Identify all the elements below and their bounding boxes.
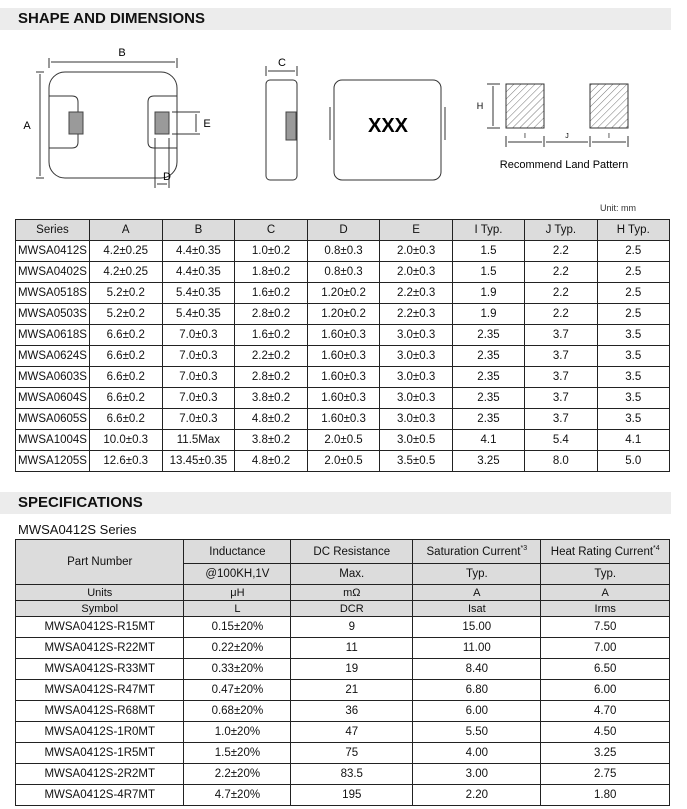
dimensions-row xyxy=(16,409,670,430)
table-cell: 1.60±0.3 xyxy=(307,325,380,346)
table-cell: 3.5 xyxy=(597,409,669,430)
table-cell: 83.5 xyxy=(291,764,413,785)
specs-row xyxy=(16,764,670,785)
col-d: D xyxy=(307,220,380,241)
label-a: A xyxy=(23,120,31,132)
table-cell: MWSA0603S xyxy=(16,367,90,388)
table-cell: 3.8±0.2 xyxy=(235,388,307,409)
table-cell: MWSA0618S xyxy=(16,325,90,346)
label-i-left: I xyxy=(524,133,526,140)
table-cell: 2.35 xyxy=(452,325,524,346)
table-cell: 6.6±0.2 xyxy=(89,367,162,388)
table-cell: 5.4±0.35 xyxy=(162,283,235,304)
table-cell: 9 xyxy=(291,617,413,638)
table-cell: 3.5±0.5 xyxy=(380,451,452,472)
table-cell: 1.6±0.2 xyxy=(235,283,307,304)
cond-inductance: @100KH,1V xyxy=(184,564,291,585)
col-inductance: Inductance xyxy=(184,540,291,564)
table-cell: 2.2±0.3 xyxy=(380,304,452,325)
cond-dcr: Max. xyxy=(291,564,413,585)
label-j: J xyxy=(565,133,569,140)
table-cell: MWSA0412S-R15MT xyxy=(16,617,184,638)
table-cell: 3.25 xyxy=(541,743,670,764)
table-cell: 8.40 xyxy=(413,659,541,680)
table-cell: 2.75 xyxy=(541,764,670,785)
table-cell: 0.22±20% xyxy=(184,638,291,659)
table-cell: MWSA0412S-R68MT xyxy=(16,701,184,722)
table-cell: 1.0±0.2 xyxy=(235,241,307,262)
table-cell: 2.8±0.2 xyxy=(235,367,307,388)
table-cell: 3.0±0.3 xyxy=(380,409,452,430)
table-cell: 3.0±0.3 xyxy=(380,325,452,346)
table-cell: 2.20 xyxy=(413,785,541,806)
table-cell: 11.5Max xyxy=(162,430,235,451)
table-cell: 0.33±20% xyxy=(184,659,291,680)
table-cell: 1.5 xyxy=(452,241,524,262)
table-cell: 1.20±0.2 xyxy=(307,283,380,304)
table-cell: 7.0±0.3 xyxy=(162,325,235,346)
unit-dcr: mΩ xyxy=(291,585,413,601)
table-cell: 5.0 xyxy=(597,451,669,472)
label-e: E xyxy=(203,118,211,130)
table-cell: 2.35 xyxy=(452,346,524,367)
col-b: B xyxy=(162,220,235,241)
table-cell: 0.47±20% xyxy=(184,680,291,701)
dimensions-header-row xyxy=(16,220,670,241)
dimensions-row xyxy=(16,325,670,346)
table-cell: 2.0±0.3 xyxy=(380,262,452,283)
saturation-current-label: Saturation Current xyxy=(426,545,521,558)
col-saturation-current xyxy=(413,540,541,564)
table-cell: 0.8±0.3 xyxy=(307,262,380,283)
series-subtitle: MWSA0412S Series xyxy=(18,522,137,537)
table-cell: 4.8±0.2 xyxy=(235,451,307,472)
land-pattern-drawing xyxy=(487,84,628,147)
table-cell: 0.68±20% xyxy=(184,701,291,722)
specs-row xyxy=(16,722,670,743)
table-cell: 6.6±0.2 xyxy=(89,346,162,367)
table-cell: 11.00 xyxy=(413,638,541,659)
table-cell: 6.6±0.2 xyxy=(89,409,162,430)
table-cell: 1.9 xyxy=(452,283,524,304)
table-cell: MWSA0412S-R47MT xyxy=(16,680,184,701)
table-cell: 7.0±0.3 xyxy=(162,346,235,367)
table-cell: 2.2±0.3 xyxy=(380,283,452,304)
table-cell: 3.25 xyxy=(452,451,524,472)
specs-row xyxy=(16,638,670,659)
saturation-note: *3 xyxy=(520,545,528,553)
table-cell: MWSA0412S-4R7MT xyxy=(16,785,184,806)
col-a: A xyxy=(89,220,162,241)
dimensions-row xyxy=(16,430,670,451)
table-cell: 3.5 xyxy=(597,388,669,409)
unit-irms: A xyxy=(541,585,670,601)
specs-row xyxy=(16,701,670,722)
table-cell: 3.0±0.3 xyxy=(380,388,452,409)
table-cell: 2.35 xyxy=(452,388,524,409)
table-cell: 4.70 xyxy=(541,701,670,722)
table-cell: MWSA0412S-1R0MT xyxy=(16,722,184,743)
table-cell: 2.5 xyxy=(597,262,669,283)
table-cell: 3.7 xyxy=(525,325,597,346)
table-cell: 3.0±0.3 xyxy=(380,367,452,388)
table-cell: 2.8±0.2 xyxy=(235,304,307,325)
table-cell: 11 xyxy=(291,638,413,659)
label-b: B xyxy=(118,47,126,59)
table-cell: 4.1 xyxy=(452,430,524,451)
table-cell: 13.45±0.35 xyxy=(162,451,235,472)
cond-isat: Typ. xyxy=(413,564,541,585)
table-cell: 2.5 xyxy=(597,304,669,325)
symbol-isat: Isat xyxy=(413,601,541,617)
table-cell: 3.0±0.3 xyxy=(380,346,452,367)
cond-irms: Typ. xyxy=(541,564,670,585)
dimensions-row xyxy=(16,283,670,304)
table-cell: 6.50 xyxy=(541,659,670,680)
table-cell: 3.00 xyxy=(413,764,541,785)
table-cell: 3.7 xyxy=(525,409,597,430)
specs-row xyxy=(16,743,670,764)
table-cell: MWSA0412S-R33MT xyxy=(16,659,184,680)
table-cell: MWSA0412S xyxy=(16,241,90,262)
table-cell: 21 xyxy=(291,680,413,701)
table-cell: 47 xyxy=(291,722,413,743)
table-cell: 2.0±0.5 xyxy=(307,430,380,451)
table-cell: 2.0±0.5 xyxy=(307,451,380,472)
table-cell: 3.5 xyxy=(597,346,669,367)
table-cell: 0.8±0.3 xyxy=(307,241,380,262)
heat-rating-note: *4 xyxy=(653,545,660,553)
symbol-label: Symbol xyxy=(16,601,184,617)
marking-text: XXX xyxy=(367,115,409,137)
dimensions-row xyxy=(16,388,670,409)
label-i-right: I xyxy=(608,133,610,140)
table-cell: 6.80 xyxy=(413,680,541,701)
table-cell: 2.35 xyxy=(452,367,524,388)
shape-dimensions-title: SHAPE AND DIMENSIONS xyxy=(0,8,671,30)
table-cell: 2.2 xyxy=(525,283,597,304)
table-cell: 1.60±0.3 xyxy=(307,409,380,430)
symbol-dcr: DCR xyxy=(291,601,413,617)
table-cell: MWSA0412S-R22MT xyxy=(16,638,184,659)
symbol-irms: Irms xyxy=(541,601,670,617)
table-cell: 3.8±0.2 xyxy=(235,430,307,451)
table-cell: 4.00 xyxy=(413,743,541,764)
label-d: D xyxy=(163,171,171,183)
dimensions-row xyxy=(16,346,670,367)
table-cell: 4.1 xyxy=(597,430,669,451)
table-cell: 3.7 xyxy=(525,388,597,409)
col-e: E xyxy=(380,220,452,241)
table-cell: 7.50 xyxy=(541,617,670,638)
table-cell: MWSA0604S xyxy=(16,388,90,409)
table-cell: MWSA0412S-1R5MT xyxy=(16,743,184,764)
table-cell: MWSA0412S-2R2MT xyxy=(16,764,184,785)
table-cell: 2.5 xyxy=(597,283,669,304)
units-label: Units xyxy=(16,585,184,601)
table-cell: MWSA0402S xyxy=(16,262,90,283)
label-c: C xyxy=(278,57,286,69)
table-cell: 1.9 xyxy=(452,304,524,325)
dimensions-table xyxy=(15,219,670,472)
table-cell: 1.8±0.2 xyxy=(235,262,307,283)
table-cell: 6.00 xyxy=(541,680,670,701)
table-cell: 4.8±0.2 xyxy=(235,409,307,430)
table-cell: 7.0±0.3 xyxy=(162,409,235,430)
table-cell: 5.2±0.2 xyxy=(89,304,162,325)
table-cell: 3.5 xyxy=(597,367,669,388)
dimensions-row xyxy=(16,241,670,262)
table-cell: 8.0 xyxy=(525,451,597,472)
table-cell: 1.60±0.3 xyxy=(307,388,380,409)
table-cell: 2.2±0.2 xyxy=(235,346,307,367)
col-series: Series xyxy=(16,220,90,241)
table-cell: 36 xyxy=(291,701,413,722)
table-cell: 7.0±0.3 xyxy=(162,367,235,388)
specs-row xyxy=(16,680,670,701)
col-heat-rating-current xyxy=(541,540,670,564)
table-cell: 3.5 xyxy=(597,325,669,346)
col-dc-resistance: DC Resistance xyxy=(291,540,413,564)
table-cell: 4.2±0.25 xyxy=(89,262,162,283)
dimensions-row xyxy=(16,262,670,283)
table-cell: 2.0±0.3 xyxy=(380,241,452,262)
table-cell: 1.6±0.2 xyxy=(235,325,307,346)
specifications-table xyxy=(15,539,670,806)
table-cell: 12.6±0.3 xyxy=(89,451,162,472)
table-cell: 3.7 xyxy=(525,346,597,367)
table-cell: 1.80 xyxy=(541,785,670,806)
table-cell: 5.50 xyxy=(413,722,541,743)
specs-units-row xyxy=(16,585,670,601)
table-cell: 4.4±0.35 xyxy=(162,262,235,283)
specs-row xyxy=(16,617,670,638)
symbol-inductance: L xyxy=(184,601,291,617)
col-c: C xyxy=(235,220,307,241)
table-cell: 5.2±0.2 xyxy=(89,283,162,304)
table-cell: 2.2 xyxy=(525,241,597,262)
specs-symbol-row xyxy=(16,601,670,617)
table-cell: 3.7 xyxy=(525,367,597,388)
table-cell: 6.6±0.2 xyxy=(89,325,162,346)
table-cell: MWSA0503S xyxy=(16,304,90,325)
table-cell: 4.2±0.25 xyxy=(89,241,162,262)
table-cell: 7.00 xyxy=(541,638,670,659)
dimensions-row xyxy=(16,451,670,472)
table-cell: 1.60±0.3 xyxy=(307,346,380,367)
land-pattern-caption: Recommend Land Pattern xyxy=(499,159,629,171)
table-cell: 10.0±0.3 xyxy=(89,430,162,451)
specifications-title: SPECIFICATIONS xyxy=(0,492,671,514)
specs-row xyxy=(16,785,670,806)
table-cell: 2.2 xyxy=(525,262,597,283)
label-h: H xyxy=(476,101,484,111)
table-cell: 3.0±0.5 xyxy=(380,430,452,451)
col-part-number: Part Number xyxy=(16,540,184,585)
dimensions-row xyxy=(16,304,670,325)
table-cell: 195 xyxy=(291,785,413,806)
table-cell: 4.7±20% xyxy=(184,785,291,806)
table-cell: 7.0±0.3 xyxy=(162,388,235,409)
unit-note: Unit: mm xyxy=(600,203,636,213)
table-cell: 5.4 xyxy=(525,430,597,451)
table-cell: 1.5 xyxy=(452,262,524,283)
table-cell: 6.00 xyxy=(413,701,541,722)
table-cell: MWSA0518S xyxy=(16,283,90,304)
table-cell: 4.50 xyxy=(541,722,670,743)
table-cell: 2.2±20% xyxy=(184,764,291,785)
unit-inductance: μH xyxy=(184,585,291,601)
unit-isat: A xyxy=(413,585,541,601)
dimension-diagram xyxy=(0,32,687,202)
table-cell: 5.4±0.35 xyxy=(162,304,235,325)
heat-rating-label: Heat Rating Current xyxy=(550,545,654,558)
table-cell: 19 xyxy=(291,659,413,680)
col-j-typ: J Typ. xyxy=(525,220,597,241)
table-cell: 1.5±20% xyxy=(184,743,291,764)
table-cell: MWSA0624S xyxy=(16,346,90,367)
table-cell: 1.0±20% xyxy=(184,722,291,743)
table-cell: MWSA1004S xyxy=(16,430,90,451)
table-cell: 2.2 xyxy=(525,304,597,325)
table-cell: 0.15±20% xyxy=(184,617,291,638)
table-cell: 75 xyxy=(291,743,413,764)
table-cell: 1.20±0.2 xyxy=(307,304,380,325)
dimensions-row xyxy=(16,367,670,388)
col-h-typ: H Typ. xyxy=(597,220,669,241)
specs-row xyxy=(16,659,670,680)
table-cell: 15.00 xyxy=(413,617,541,638)
table-cell: 6.6±0.2 xyxy=(89,388,162,409)
table-cell: 1.60±0.3 xyxy=(307,367,380,388)
table-cell: 2.5 xyxy=(597,241,669,262)
col-i-typ: I Typ. xyxy=(452,220,524,241)
side-view-drawing xyxy=(266,66,297,180)
specs-header-row xyxy=(16,540,670,564)
table-cell: 4.4±0.35 xyxy=(162,241,235,262)
table-cell: 2.35 xyxy=(452,409,524,430)
table-cell: MWSA0605S xyxy=(16,409,90,430)
top-view-drawing xyxy=(36,58,200,188)
table-cell: MWSA1205S xyxy=(16,451,90,472)
